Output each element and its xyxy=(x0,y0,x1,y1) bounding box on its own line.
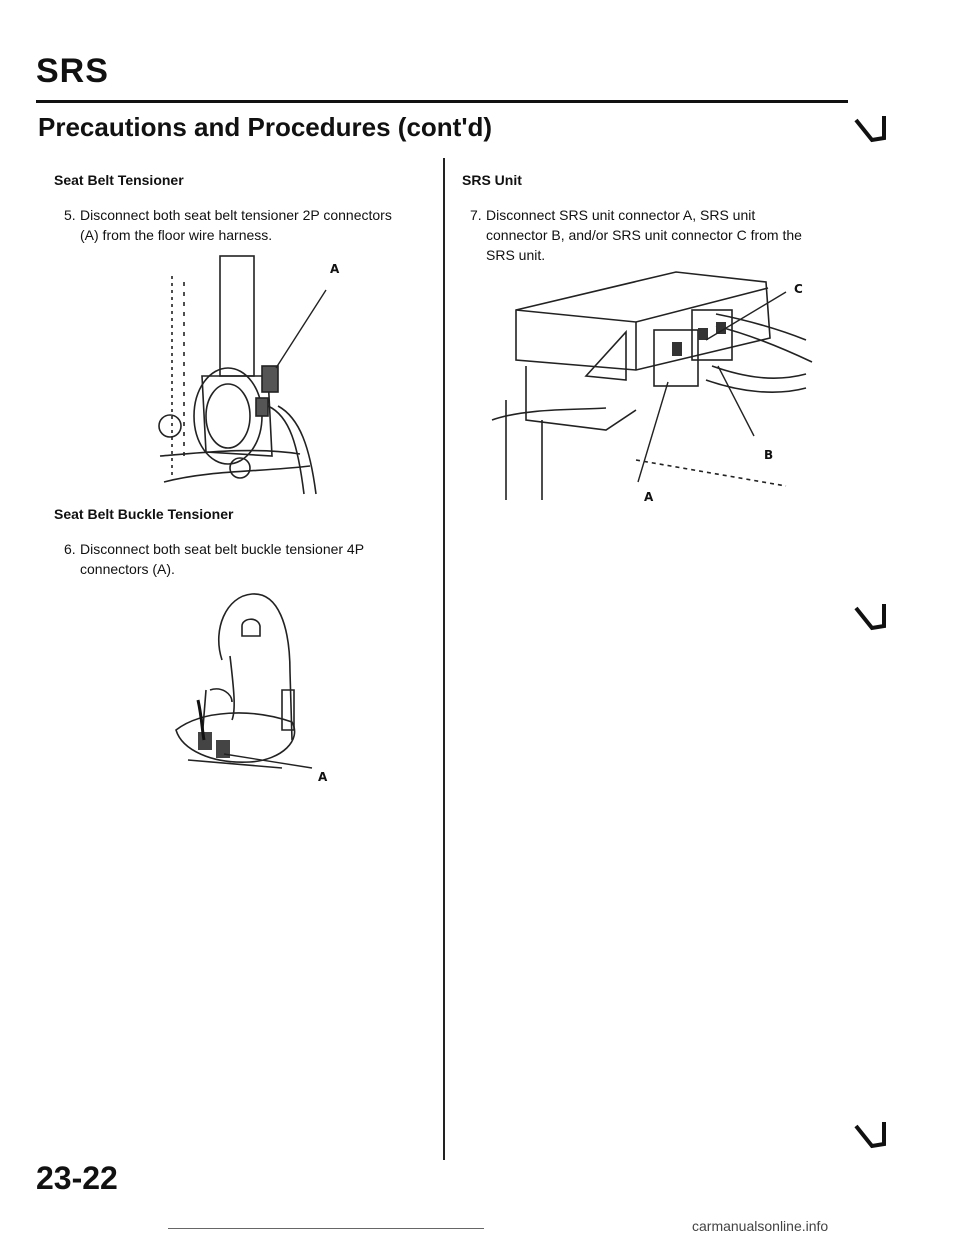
corner-mark-icon xyxy=(850,108,890,148)
step-text-line: Disconnect both seat belt tensioner 2P connectors xyxy=(80,207,392,223)
corner-mark-icon xyxy=(850,1114,890,1154)
footer-rule xyxy=(168,1228,484,1229)
step-text-line: connector B, and/or SRS unit connector C from the xyxy=(486,227,802,243)
header-rule xyxy=(36,100,848,103)
step-text-line: (A) from the floor wire harness. xyxy=(80,227,273,243)
step-text-line: Disconnect both seat belt buckle tensioner 4P xyxy=(80,541,365,557)
step-number: 5. xyxy=(64,207,76,223)
figure-label-b: B xyxy=(764,448,774,462)
buckle-tensioner-heading: Seat Belt Buckle Tensioner xyxy=(54,506,234,522)
step-6 xyxy=(64,540,414,580)
seat-belt-tensioner-heading: Seat Belt Tensioner xyxy=(54,172,184,188)
seat-belt-tensioner-figure xyxy=(150,256,350,496)
step-text-line: SRS unit. xyxy=(486,247,546,263)
column-divider xyxy=(443,158,445,1160)
page-number: 23-22 xyxy=(36,1160,118,1196)
step-text-line: Disconnect SRS unit connector A, SRS unit xyxy=(486,207,756,223)
step-7 xyxy=(470,206,830,266)
corner-mark-icon xyxy=(850,596,890,636)
page-heading: Precautions and Procedures (cont'd) xyxy=(38,112,493,142)
figure-label-a: A xyxy=(330,262,340,276)
step-5 xyxy=(64,206,414,246)
figure-label-a: A xyxy=(318,770,328,784)
step-number: 7. xyxy=(470,207,482,223)
seat-buckle-tensioner-figure xyxy=(162,590,342,780)
step-text-line: connectors (A). xyxy=(80,561,175,577)
step-number: 6. xyxy=(64,541,76,557)
srs-unit-heading: SRS Unit xyxy=(462,172,522,188)
figure-label-c: C xyxy=(794,282,803,296)
watermark: carmanualsonline.info xyxy=(692,1218,829,1234)
srs-unit-figure xyxy=(486,270,826,510)
figure-label-a: A xyxy=(644,490,654,504)
section-title: SRS xyxy=(36,52,109,90)
